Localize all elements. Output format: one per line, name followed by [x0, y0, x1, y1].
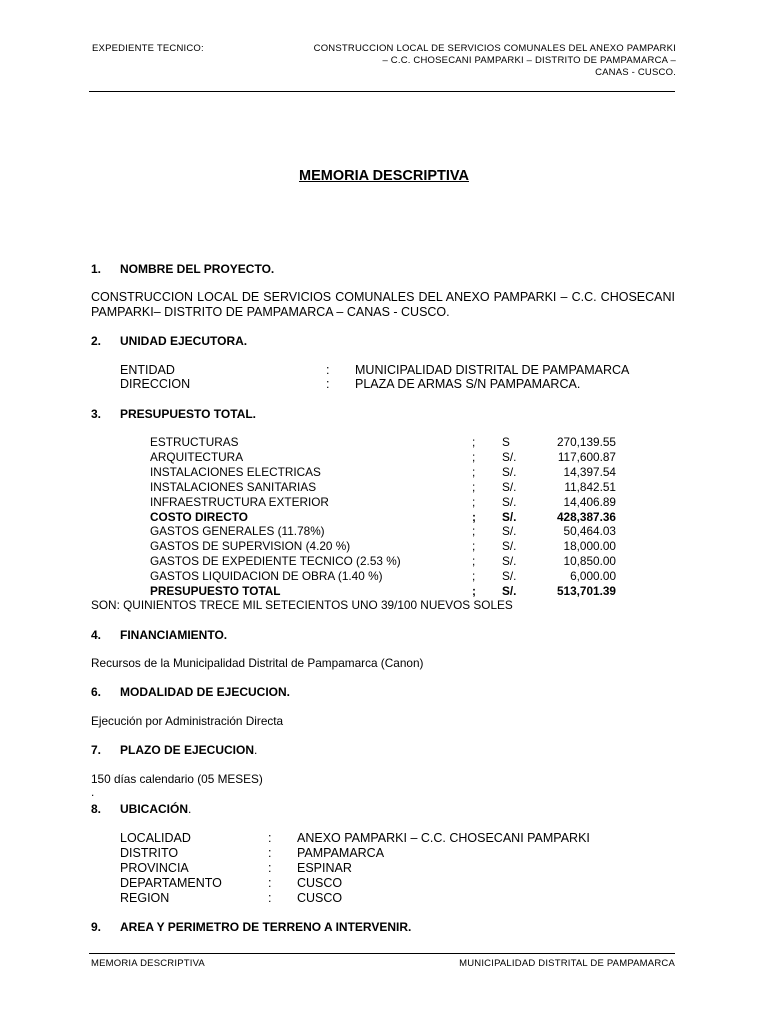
presupuesto-row-currency: S/. — [502, 539, 517, 553]
section-2-title: UNIDAD EJECUTORA. — [120, 334, 248, 348]
presupuesto-row-currency: S/. — [502, 465, 517, 479]
presupuesto-row-currency: S — [502, 435, 510, 449]
section-9-heading — [91, 920, 411, 934]
presupuesto-row-sep: ; — [472, 554, 476, 568]
presupuesto-row-sep: ; — [472, 495, 476, 509]
presupuesto-row-currency: S/. — [502, 450, 517, 464]
presupuesto-row-amount: 117,600.87 — [557, 450, 616, 464]
section-3-number: 3. — [91, 407, 102, 421]
presupuesto-row-amount: 11,842.51 — [564, 480, 616, 494]
presupuesto-row-amount: 18,000.00 — [563, 539, 616, 553]
presupuesto-row-sep: ; — [472, 539, 476, 553]
presupuesto-son: SON: QUINIENTOS TRECE MIL SETECIENTOS UNO 39/100 NUEVOS SOLES — [91, 598, 513, 612]
section-2-number: 2. — [91, 334, 102, 348]
ubicacion-row-sep: : — [268, 876, 272, 890]
presupuesto-row-currency: S/. — [502, 569, 517, 583]
footer-left: MEMORIA DESCRIPTIVA — [91, 958, 205, 969]
presupuesto-row-sep: ; — [472, 435, 476, 449]
header-line-1: CONSTRUCCION LOCAL DE SERVICIOS COMUNALES DEL ANEXO PAMPARKI — [313, 43, 676, 54]
presupuesto-row-amount: 6,000.00 — [570, 569, 616, 583]
section-6-heading — [91, 685, 290, 699]
ubicacion-row-value: CUSCO — [297, 876, 343, 890]
section-8-title-dot: . — [188, 802, 192, 816]
presupuesto-row-amount: 10,850.00 — [563, 554, 616, 568]
presupuesto-row-currency: S/. — [502, 524, 517, 538]
presupuesto-row-sep: ; — [472, 480, 476, 494]
presupuesto-row-currency: S/. — [502, 510, 517, 524]
presupuesto-row-amount: 14,406.89 — [563, 495, 616, 509]
ubicacion-row-label: DEPARTAMENTO — [120, 876, 222, 890]
presupuesto-row-label: GASTOS GENERALES (11.78%) — [150, 524, 325, 538]
presupuesto-row-label: ESTRUCTURAS — [150, 435, 239, 449]
presupuesto-row-currency: S/. — [502, 554, 517, 568]
presupuesto-row-sep: ; — [472, 465, 476, 479]
section-7-number: 7. — [91, 743, 102, 757]
section-8-heading — [91, 802, 191, 816]
header-left: EXPEDIENTE TECNICO: — [92, 43, 204, 54]
presupuesto-row-label: GASTOS DE EXPEDIENTE TECNICO (2.53 %) — [150, 554, 401, 568]
section-3-heading — [91, 407, 256, 421]
section-1-title: NOMBRE DEL PROYECTO. — [120, 262, 275, 276]
ubicacion-row-value: PAMPAMARCA — [297, 846, 385, 860]
presupuesto-row-label: GASTOS DE SUPERVISION (4.20 %) — [150, 539, 351, 553]
presupuesto-row-sep: ; — [472, 510, 476, 524]
ubicacion-row-value: CUSCO — [297, 891, 343, 905]
footer-rule — [89, 953, 675, 954]
footer-right: MUNICIPALIDAD DISTRITAL DE PAMPAMARCA — [459, 958, 675, 969]
section-8-number: 8. — [91, 802, 102, 816]
section-7-text: 150 días calendario (05 MESES) — [91, 772, 263, 786]
section-7-title: PLAZO DE EJECUCION — [120, 743, 255, 757]
ubicacion-row-value: ESPINAR — [297, 861, 352, 875]
section-4-text: Recursos de la Municipalidad Distrital de Pampamarca (Canon) — [91, 656, 424, 670]
presupuesto-row-currency: S/. — [502, 584, 517, 598]
ubicacion-row-label: REGION — [120, 891, 170, 905]
presupuesto-row-label: ARQUITECTURA — [150, 450, 244, 464]
presupuesto-row-amount: 428,387.36 — [556, 510, 616, 524]
ubicacion-row-sep: : — [268, 831, 272, 845]
unidad-value-direccion: PLAZA DE ARMAS S/N PAMPAMARCA. — [355, 377, 581, 391]
presupuesto-row-amount: 14,397.54 — [563, 465, 616, 479]
section-6-number: 6. — [91, 685, 102, 699]
section-3-title: PRESUPUESTO TOTAL. — [120, 407, 257, 421]
ubicacion-row-value: ANEXO PAMPARKI – C.C. CHOSECANI PAMPARKI — [297, 831, 590, 845]
section-7-heading — [91, 743, 257, 757]
presupuesto-row-label: PRESUPUESTO TOTAL — [150, 584, 281, 598]
section-7-title-dot: . — [254, 743, 258, 757]
presupuesto-row-currency: S/. — [502, 480, 517, 494]
ubicacion-row-label: DISTRITO — [120, 846, 179, 860]
section-8-title: UBICACIÓN — [120, 802, 188, 816]
header-rule — [89, 91, 675, 92]
presupuesto-row-currency: S/. — [502, 495, 517, 509]
section-9-number: 9. — [91, 920, 102, 934]
presupuesto-row-label: GASTOS LIQUIDACION DE OBRA (1.40 %) — [150, 569, 383, 583]
presupuesto-row-label: INSTALACIONES SANITARIAS — [150, 480, 317, 494]
ubicacion-row-sep: : — [268, 846, 272, 860]
presupuesto-row-amount: 270,139.55 — [556, 435, 616, 449]
header-line-2: – C.C. CHOSECANI PAMPARKI – DISTRITO DE PAMPAMARCA – — [382, 55, 676, 66]
section-1-heading — [91, 262, 274, 276]
presupuesto-row-label: INFRAESTRUCTURA EXTERIOR — [150, 495, 329, 509]
section-6-title: MODALIDAD DE EJECUCION. — [120, 685, 291, 699]
section-4-heading — [91, 628, 227, 642]
ubicacion-row-sep: : — [268, 891, 272, 905]
presupuesto-row-sep: ; — [472, 524, 476, 538]
unidad-label-direccion: DIRECCION — [120, 377, 191, 391]
unidad-value-entidad: MUNICIPALIDAD DISTRITAL DE PAMPAMARCA — [355, 363, 630, 377]
presupuesto-row-sep: ; — [472, 569, 476, 583]
section-1-text: CONSTRUCCION LOCAL DE SERVICIOS COMUNALES DEL ANEXO PAMPARKI – C.C. CHOSECANI PAMPARKI– DISTRITO DE PAMPAMARCA – CANAS - CUSCO. — [91, 290, 675, 319]
presupuesto-row-label: INSTALACIONES ELECTRICAS — [150, 465, 321, 479]
unidad-sep-entidad: : — [326, 363, 330, 377]
section-4-title: FINANCIAMIENTO. — [120, 628, 228, 642]
section-1-number: 1. — [91, 262, 102, 276]
unidad-label-entidad: ENTIDAD — [120, 363, 175, 377]
presupuesto-row-sep: ; — [472, 450, 476, 464]
presupuesto-row-label: COSTO DIRECTO — [150, 510, 248, 524]
ubicacion-row-label: PROVINCIA — [120, 861, 189, 875]
ubicacion-row-label: LOCALIDAD — [120, 831, 191, 845]
section-4-number: 4. — [91, 628, 102, 642]
section-6-text: Ejecución por Administración Directa — [91, 714, 284, 728]
header-line-3: CANAS - CUSCO. — [595, 67, 676, 78]
presupuesto-row-amount: 50,464.03 — [563, 524, 616, 538]
section-9-title: AREA Y PERIMETRO DE TERRENO A INTERVENIR. — [120, 920, 412, 934]
section-7-stray-dot: . — [91, 785, 95, 799]
presupuesto-row-sep: ; — [472, 584, 476, 598]
unidad-sep-direccion: : — [326, 377, 330, 391]
page-title: MEMORIA DESCRIPTIVA — [299, 168, 469, 184]
presupuesto-row-amount: 513,701.39 — [556, 584, 616, 598]
ubicacion-row-sep: : — [268, 861, 272, 875]
section-2-heading — [91, 334, 247, 348]
